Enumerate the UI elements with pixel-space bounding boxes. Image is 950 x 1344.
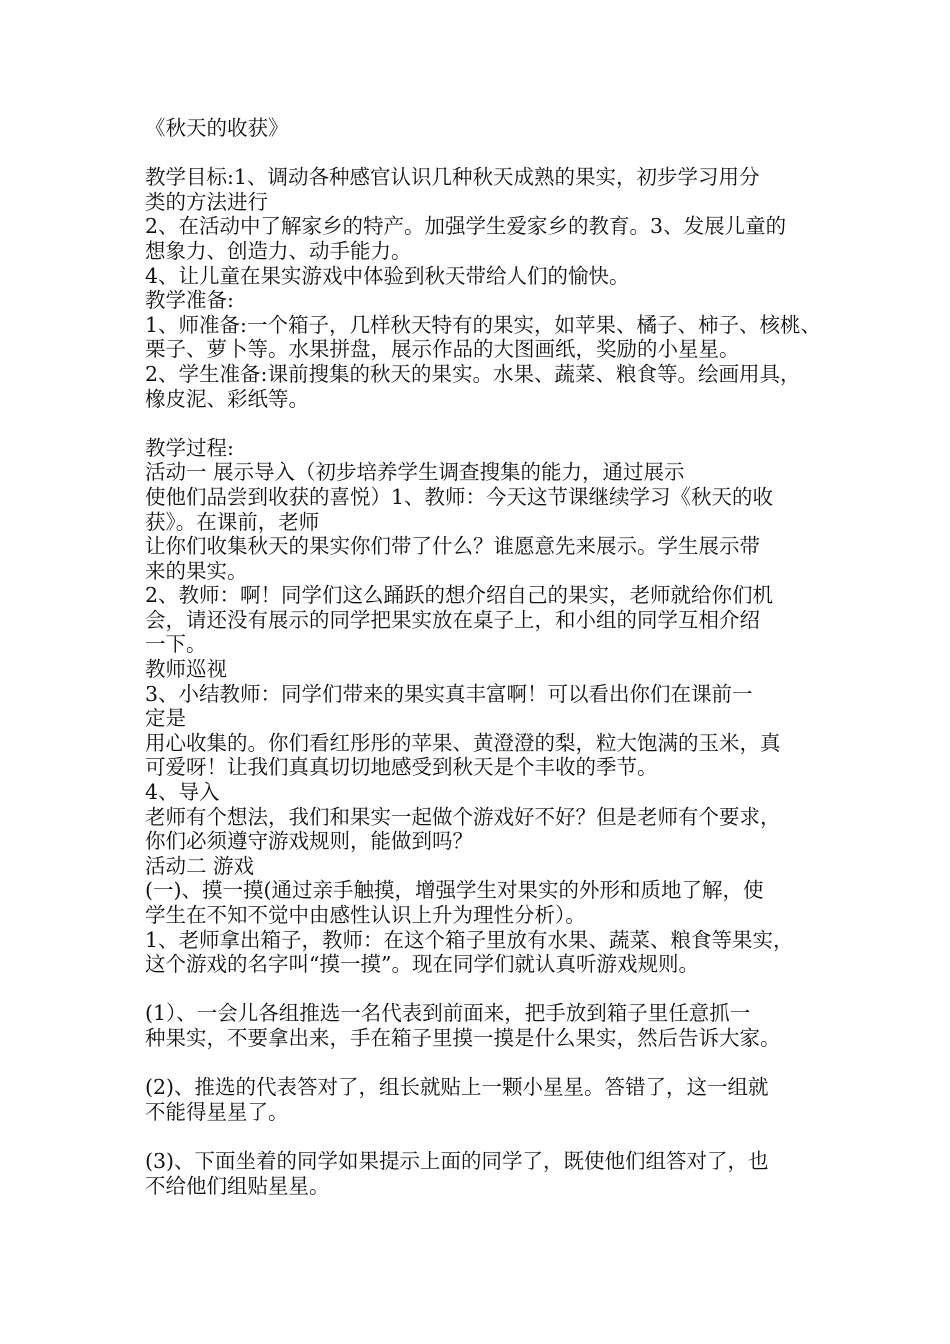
text-line: 不给他们组贴星星。 <box>145 1173 330 1198</box>
text-line: 教学过程: <box>145 435 234 460</box>
text-line: 1、老师拿出箱子，教师：在这个箱子里放有水果、蔬菜、粮食等果实， <box>145 927 794 952</box>
text-line: 不能得星星了。 <box>145 1099 289 1124</box>
document-body <box>145 116 830 1198</box>
text-line: 想象力、创造力、动手能力。 <box>145 238 412 263</box>
text-line: 2、教师：啊！同学们这么踊跃的想介绍自己的果实，老师就给你们机 <box>145 583 774 608</box>
text-line: 获》。在课前，老师 <box>145 509 320 534</box>
text-line: 2、在活动中了解家乡的特产。加强学生爱家乡的教育。3、发展儿童的 <box>145 214 787 239</box>
text-line: (一)、摸一摸(通过亲手触摸，增强学生对果实的外形和质地了解，使 <box>145 878 764 903</box>
text-line: 你们必须遵守游戏规则，能做到吗？ <box>145 829 473 854</box>
blank-line <box>145 411 830 436</box>
blank-line <box>145 1124 830 1149</box>
text-line: 这个游戏的名字叫“摸一摸”。现在同学们就认真听游戏规则。 <box>145 952 699 977</box>
text-line: 4、导入 <box>145 780 220 805</box>
text-line: 类的方法进行 <box>145 189 268 214</box>
text-line: 教学准备: <box>145 288 234 313</box>
text-line: (1）、一会儿各组推选一名代表到前面来，把手放到箱子里任意抓一 <box>145 1001 751 1026</box>
text-line: 橡皮泥、彩纸等。 <box>145 386 309 411</box>
text-line: 来的果实。 <box>145 558 248 583</box>
text-line: 老师有个想法，我们和果实一起做个游戏好不好？但是老师有个要求， <box>145 804 781 829</box>
text-line: 4、让儿童在果实游戏中体验到秋天带给人们的愉快。 <box>145 263 630 288</box>
text-line: (2)、推选的代表答对了，组长就贴上一颗小星星。答错了，这一组就 <box>145 1075 769 1100</box>
document-title: 《秋天的收获》 <box>145 116 289 140</box>
text-line: 使他们品尝到收获的喜悦）1、教师：今天这节课继续学习《秋天的收 <box>145 484 774 509</box>
text-line: 学生在不知不觉中由感性认识上升为理性分析）。 <box>145 903 586 927</box>
text-line: 会，请还没有展示的同学把果实放在桌子上，和小组的同学互相介绍 <box>145 607 760 632</box>
text-line: 让你们收集秋天的果实你们带了什么？谁愿意先来展示。学生展示带 <box>145 534 760 559</box>
text-line: 定是 <box>145 706 186 731</box>
text-line: 栗子、萝卜等。水果拼盘，展示作品的大图画纸，奖励的小星星。 <box>145 337 740 362</box>
text-line: 教师巡视 <box>145 657 227 682</box>
text-line: 2、学生准备:课前搜集的秋天的果实。水果、蔬菜、粮食等。绘画用具， <box>145 361 801 386</box>
text-line: 种果实，不要拿出来，手在箱子里摸一摸是什么果实，然后告诉大家。 <box>145 1025 781 1050</box>
blank-line <box>145 141 830 166</box>
text-line: 活动一 展示导入（初步培养学生调查搜集的能力，通过展示 <box>145 460 685 485</box>
text-line: 活动二 游戏 <box>145 853 255 878</box>
text-line: 1、师准备:一个箱子，几样秋天特有的果实，如苹果、橘子、柿子、核桃、 <box>145 312 821 337</box>
blank-line <box>145 1051 830 1076</box>
blank-line <box>145 977 830 1002</box>
text-line: 教学目标:1、调动各种感官认识几种秋天成熟的果实，初步学习用分 <box>145 165 760 190</box>
text-line: 可爱呀！让我们真真切切地感受到秋天是个丰收的季节。 <box>145 755 658 780</box>
text-line: 用心收集的。你们看红彤彤的苹果、黄澄澄的梨，粒大饱满的玉米，真 <box>145 730 781 755</box>
text-line: 一下。 <box>145 632 207 657</box>
text-line: (3)、下面坐着的同学如果提示上面的同学了，既使他们组答对了，也 <box>145 1148 769 1173</box>
text-line: 3、小结教师：同学们带来的果实真丰富啊！可以看出你们在课前一 <box>145 681 753 706</box>
